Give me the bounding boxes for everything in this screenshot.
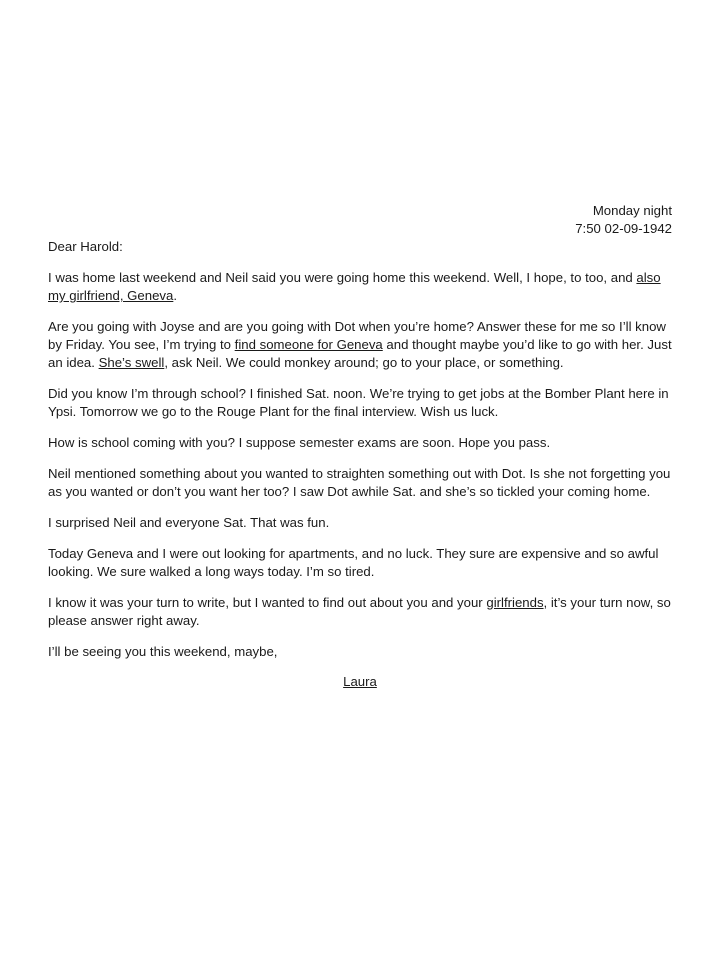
paragraph-2-text-c: , ask Neil. We could monkey around; go to your place, or something. xyxy=(164,355,564,370)
signature: Laura xyxy=(343,674,377,689)
paragraph-8-text-b: , it’s your turn now, so please answer right away. xyxy=(48,595,671,628)
paragraph-3: Did you know I’m through school? I finished Sat. noon. We’re trying to get jobs at the Bomber Plant here in Ypsi. Tomorrow we go to the Rouge Plant for the final interview. Wish us luck. xyxy=(48,386,669,419)
paragraph-1 xyxy=(48,269,676,305)
paragraph-1-text-a: I was home last weekend and Neil said you were going home this weekend. Well, I hope, to too, and xyxy=(48,270,637,285)
paragraph-7: Today Geneva and I were out looking for apartments, and no luck. They sure are expensive and so awful looking. We sure walked a long ways today. I’m so tired. xyxy=(48,546,659,579)
paragraph-9: I’ll be seeing you this weekend, maybe, xyxy=(48,644,278,659)
letter-page xyxy=(48,202,676,691)
paragraph-8-text-a: I know it was your turn to write, but I wanted to find out about you and your xyxy=(48,595,487,610)
paragraph-1-text-b: . xyxy=(173,288,178,303)
dateline-day: Monday night xyxy=(592,203,672,218)
paragraph-8 xyxy=(48,594,676,630)
paragraph-2 xyxy=(48,318,676,372)
dateline xyxy=(48,202,672,238)
paragraph-4: How is school coming with you? I suppose semester exams are soon. Hope you pass. xyxy=(48,435,551,450)
paragraph-1-underlined: also my girlfriend, Geneva xyxy=(48,270,661,303)
paragraph-2-text-b: and thought maybe you’d like to go with her. Just an idea. xyxy=(48,337,672,370)
paragraph-2-text-a: Are you going with Joyse and are you going with Dot when you’re home? Answer these for me so I’ll know by Friday. You see, I’m trying to xyxy=(48,319,666,352)
signature-line xyxy=(48,673,672,691)
paragraph-6: I surprised Neil and everyone Sat. That was fun. xyxy=(48,515,330,530)
paragraph-5: Neil mentioned something about you wanted to straighten something out with Dot. Is she not forgetting you as you wanted or don’t you want her too? I saw Dot awhile Sat. and she’s so tickled your coming home. xyxy=(48,466,671,499)
paragraph-8-underlined: girlfriends xyxy=(486,595,544,610)
paragraph-2-underlined-2: She’s swell xyxy=(98,355,165,370)
salutation: Dear Harold: xyxy=(48,239,123,254)
dateline-time-date: 7:50 02-09-1942 xyxy=(575,221,672,236)
paragraph-2-underlined-1: find someone for Geneva xyxy=(234,337,383,352)
